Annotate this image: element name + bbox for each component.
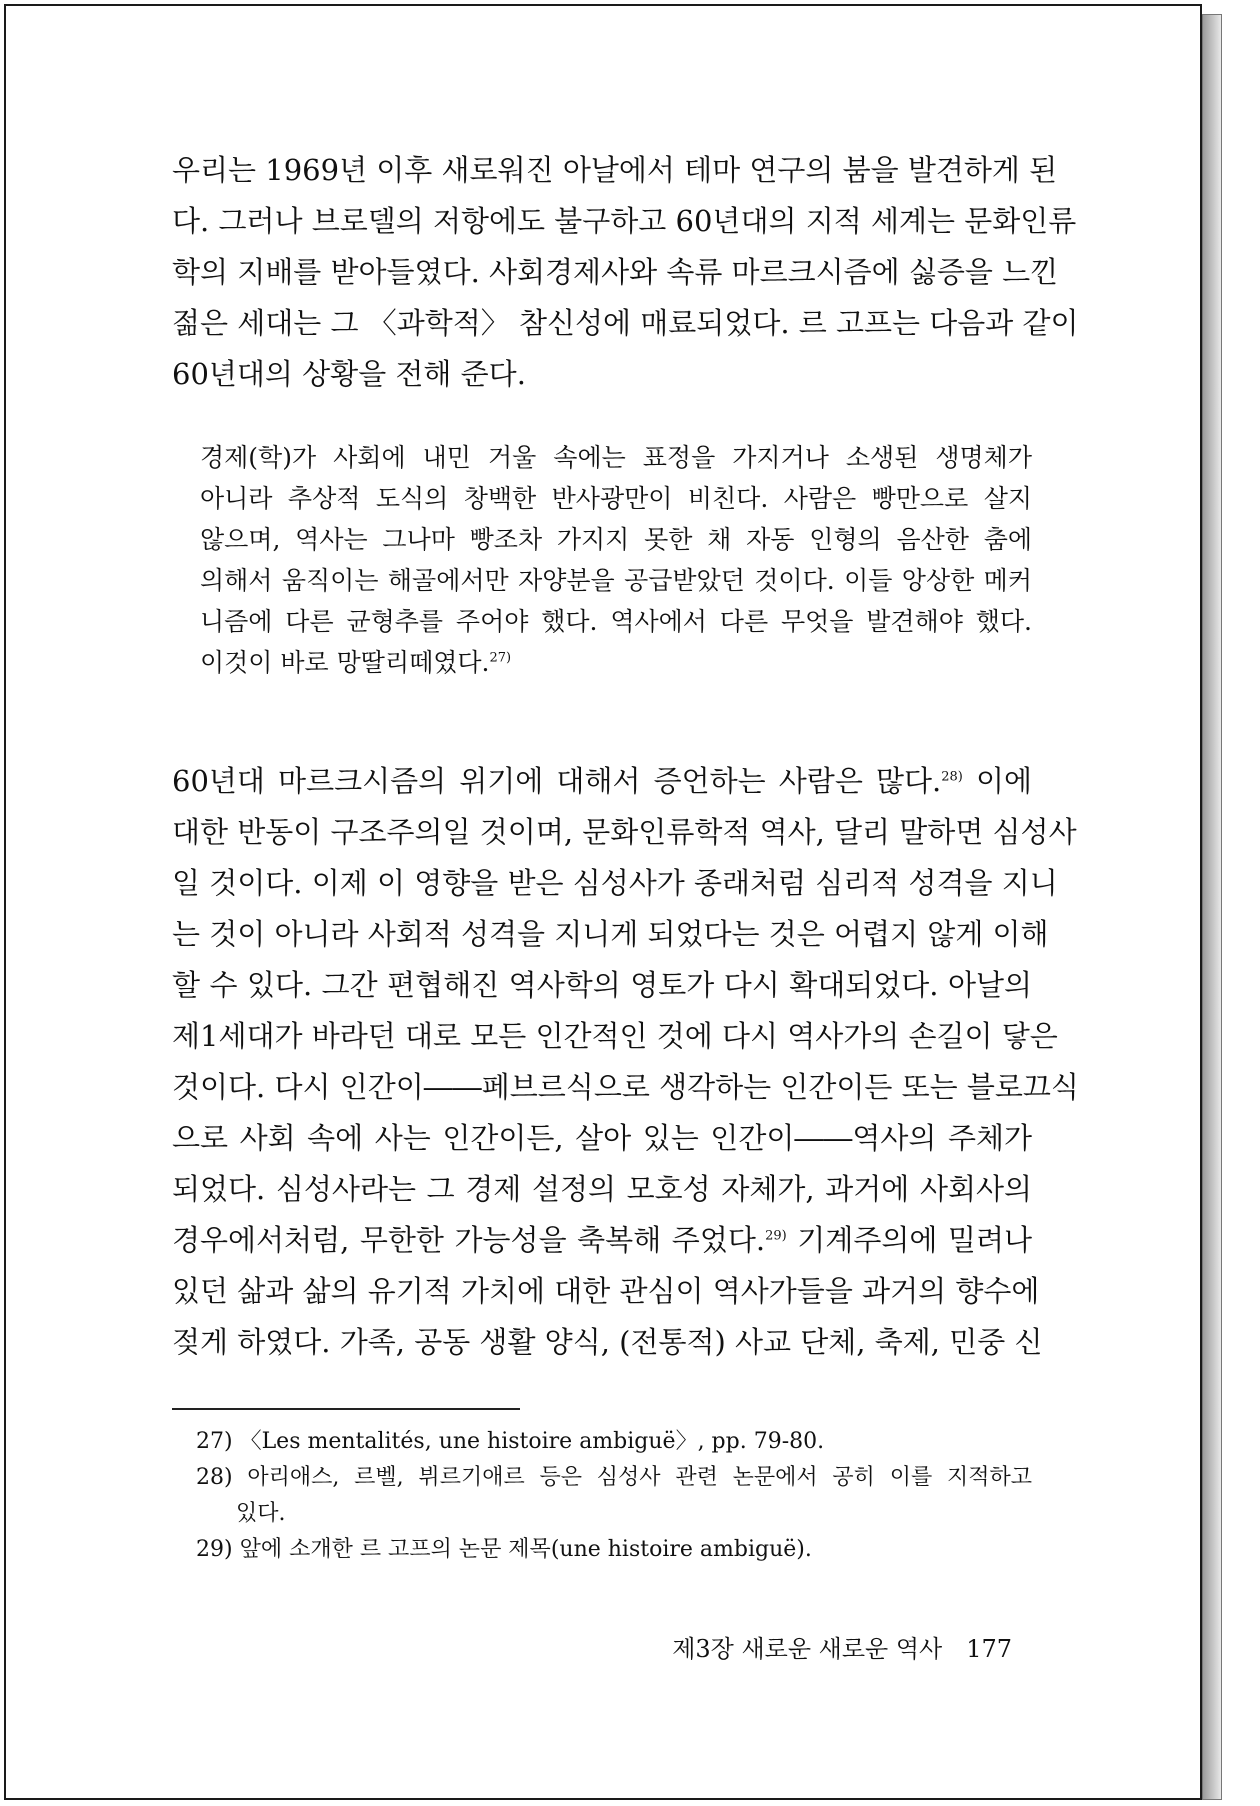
running-footer: [640, 1632, 1012, 1666]
text-line: 있던 삶과 삶의 유기적 가치에 대한 관심이 역사가들을 과거의 향수에: [172, 1274, 1040, 1308]
text-segment: 60년대 마르크시즘의 위기에 대해서 증언하는 사람은 많다.: [172, 764, 942, 798]
footnotes: [196, 1424, 1032, 1568]
footnote-separator: [172, 1408, 520, 1410]
quote-line: 경제(학)가 사회에 내민 거울 속에는 표정을 가지거나 소생된 생명체가: [200, 443, 1032, 472]
footnote-28: 28) 아리애스, 르벨, 뷔르기애르 등은 심성사 관련 논문에서 공히 이를 지적하고: [196, 1465, 1032, 1490]
footnote-27: 27) 〈Les mentalités, une histoire ambiguë〉, pp. 79-80.: [196, 1429, 825, 1454]
footnote-ref-29: 29): [765, 1228, 787, 1244]
text-segment: 기계주의에 밀려나: [786, 1223, 1032, 1257]
quote-line-text: 이것이 바로 망딸리떼였다.: [200, 648, 490, 677]
footnote-ref-28: 28): [941, 769, 963, 785]
text-segment: 경우에서처럼, 무한한 가능성을 축복해 주었다.: [172, 1223, 766, 1257]
footnote-ref-27: 27): [489, 650, 512, 666]
quote-line: 의해서 움직이는 해골에서만 자양분을 공급받았던 것이다. 이들 앙상한 메커: [200, 566, 1032, 595]
body-paragraph-2: [172, 756, 1079, 1368]
page-stack-edge: [1202, 14, 1222, 1800]
text-line: 60년대의 상황을 전해 준다.: [172, 357, 526, 391]
quote-line: [200, 642, 1032, 683]
text-line: 되었다. 심성사라는 그 경제 설정의 모호성 자체가, 과거에 사회사의: [172, 1172, 1032, 1206]
text-line: 젊은 세대는 그 〈과학적〉 참신성에 매료되었다. 르 고프는 다음과 같이: [172, 306, 1079, 340]
body-paragraph-1: [172, 145, 1079, 400]
quote-line: 아니라 추상적 도식의 창백한 반사광만이 비친다. 사람은 빵만으로 살지: [200, 484, 1032, 513]
text-line: 것이다. 다시 인간이――페브르식으로 생각하는 인간이든 또는 블로끄식: [172, 1070, 1079, 1104]
text-line: [172, 1215, 1032, 1266]
text-line: 할 수 있다. 그간 편협해진 역사학의 영토가 다시 확대되었다. 아날의: [172, 968, 1032, 1002]
text-line: 제1세대가 바라던 대로 모든 인간적인 것에 다시 역사가의 손길이 닿은: [172, 1019, 1058, 1053]
text-segment: 이에: [962, 764, 1032, 798]
text-line: [172, 756, 1032, 807]
block-quote: [200, 437, 1032, 683]
text-line: 학의 지배를 받아들였다. 사회경제사와 속류 마르크시즘에 싫증을 느낀: [172, 255, 1059, 289]
text-line: 일 것이다. 이제 이 영향을 받은 심성사가 종래처럼 심리적 성격을 지니: [172, 866, 1058, 900]
quote-line: 않으며, 역사는 그나마 빵조차 가지지 못한 채 자동 인형의 음산한 춤에: [200, 525, 1032, 554]
quote-line: 니즘에 다른 균형추를 주어야 했다. 역사에서 다른 무엇을 발견해야 했다.: [200, 607, 1032, 636]
footnote-29: 29) 앞에 소개한 르 고프의 논문 제목(une histoire ambiguë).: [196, 1537, 812, 1562]
text-line: 젖게 하였다. 가족, 공동 생활 양식, (전통적) 사교 단체, 축제, 민중 신: [172, 1325, 1043, 1359]
text-line: 다. 그러나 브로델의 저항에도 불구하고 60년대의 지적 세계는 문화인류: [172, 204, 1077, 238]
text-line: 으로 사회 속에 사는 인간이든, 살아 있는 인간이――역사의 주체가: [172, 1121, 1032, 1155]
chapter-title: 제3장 새로운 새로운 역사: [672, 1635, 943, 1663]
footnote-28-continued: 있다.: [236, 1501, 286, 1526]
text-line: 대한 반동이 구조주의일 것이며, 문화인류학적 역사, 달리 말하면 심성사: [172, 815, 1077, 849]
page-number: 177: [966, 1635, 1012, 1663]
text-line: 는 것이 아니라 사회적 성격을 지니게 되었다는 것은 어렵지 않게 이해: [172, 917, 1049, 951]
text-line: 우리는 1969년 이후 새로워진 아날에서 테마 연구의 붐을 발견하게 된: [172, 153, 1058, 187]
